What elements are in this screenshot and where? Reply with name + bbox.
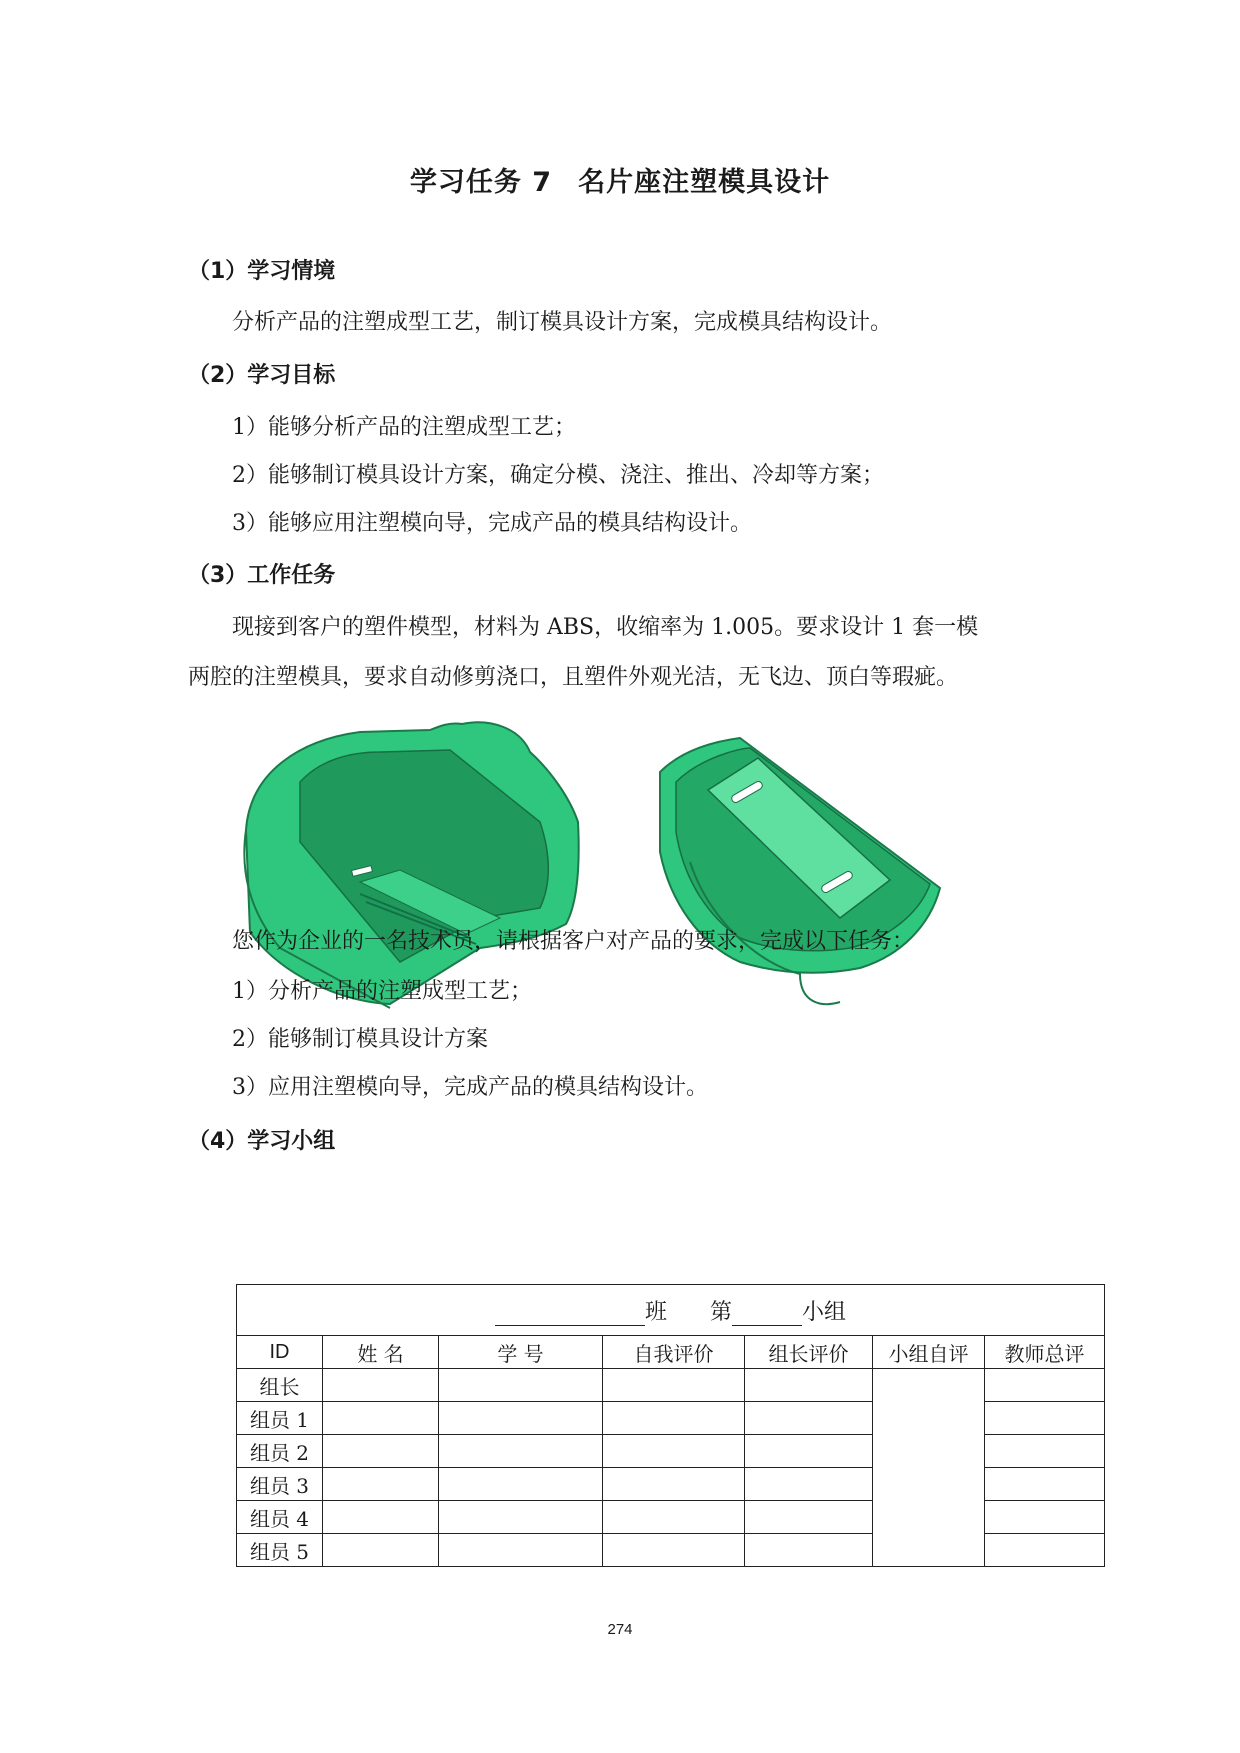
student-id-cell[interactable] (439, 1534, 603, 1567)
task-text-line: 两腔的注塑模具，要求自动修剪浇口，且塑件外观光洁，无飞边、顶白等瑕疵。 (188, 665, 959, 690)
name-cell[interactable] (323, 1369, 439, 1402)
card-holder-model-right (660, 738, 940, 1004)
self-eval-cell[interactable] (603, 1534, 745, 1567)
leader-eval-cell[interactable] (745, 1534, 873, 1567)
card-holder-model-left (244, 722, 578, 1008)
leader-eval-cell[interactable] (745, 1501, 873, 1534)
section-1-text: 分析产品的注塑成型工艺，制订模具设计方案，完成模具结构设计。 (232, 310, 893, 335)
member-label: 组员 5 (237, 1534, 323, 1567)
teacher-eval-cell[interactable] (985, 1501, 1105, 1534)
student-id-cell[interactable] (439, 1402, 603, 1435)
teacher-eval-cell[interactable] (985, 1369, 1105, 1402)
task-item: 2）能够制订模具设计方案 (232, 1027, 488, 1052)
task-text-line: 现接到客户的塑件模型，材料为 ABS，收缩率为 1.005。要求设计 1 套一模 (232, 615, 979, 640)
member-label: 组员 3 (237, 1468, 323, 1501)
member-label: 组员 2 (237, 1435, 323, 1468)
leader-eval-cell[interactable] (745, 1402, 873, 1435)
table-header: 自我评价 (603, 1336, 745, 1369)
section-2-heading: （2）学习目标 (188, 363, 336, 388)
teacher-eval-cell[interactable] (985, 1468, 1105, 1501)
leader-eval-cell[interactable] (745, 1435, 873, 1468)
goal-item: 3）能够应用注塑模向导，完成产品的模具结构设计。 (232, 511, 752, 536)
study-group-table (236, 1284, 1105, 1567)
table-header: 姓 名 (323, 1336, 439, 1369)
page-title: 学习任务 7 名片座注塑模具设计 (409, 167, 831, 198)
page-number: 274 (607, 1621, 633, 1638)
section-1-heading: （1）学习情境 (188, 259, 336, 284)
leader-eval-cell[interactable] (745, 1468, 873, 1501)
member-label: 组员 1 (237, 1402, 323, 1435)
name-cell[interactable] (323, 1402, 439, 1435)
table-caption: 班 第 小组 (237, 1285, 1105, 1336)
product-model-figure (240, 712, 1000, 1012)
task-item: 1）分析产品的注塑成型工艺； (232, 979, 532, 1004)
member-label: 组员 4 (237, 1501, 323, 1534)
task-intro: 您作为企业的一名技术员，请根据客户对产品的要求，完成以下任务： (232, 929, 915, 954)
member-label: 组长 (237, 1369, 323, 1402)
table-header: 组长评价 (745, 1336, 873, 1369)
goal-item: 1）能够分析产品的注塑成型工艺； (232, 415, 576, 440)
class-blank (495, 1301, 645, 1326)
student-id-cell[interactable] (439, 1369, 603, 1402)
table-header: 教师总评 (985, 1336, 1105, 1369)
self-eval-cell[interactable] (603, 1435, 745, 1468)
table-header: 小组自评 (873, 1336, 985, 1369)
task-item: 3）应用注塑模向导，完成产品的模具结构设计。 (232, 1075, 708, 1100)
name-cell[interactable] (323, 1468, 439, 1501)
table-header: ID (237, 1336, 323, 1369)
goal-item: 2）能够制订模具设计方案，确定分模、浇注、推出、冷却等方案； (232, 463, 884, 488)
name-cell[interactable] (323, 1534, 439, 1567)
student-id-cell[interactable] (439, 1468, 603, 1501)
name-cell[interactable] (323, 1501, 439, 1534)
teacher-eval-cell[interactable] (985, 1402, 1105, 1435)
self-eval-cell[interactable] (603, 1369, 745, 1402)
self-eval-cell[interactable] (603, 1501, 745, 1534)
student-id-cell[interactable] (439, 1501, 603, 1534)
group-number-blank (732, 1301, 802, 1326)
name-cell[interactable] (323, 1435, 439, 1468)
section-3-heading: （3）工作任务 (188, 563, 336, 588)
table-row (237, 1369, 1105, 1402)
leader-eval-cell[interactable] (745, 1369, 873, 1402)
self-eval-cell[interactable] (603, 1402, 745, 1435)
group-self-eval-cell[interactable] (873, 1369, 985, 1567)
self-eval-cell[interactable] (603, 1468, 745, 1501)
student-id-cell[interactable] (439, 1435, 603, 1468)
teacher-eval-cell[interactable] (985, 1435, 1105, 1468)
section-4-heading: （4）学习小组 (188, 1129, 336, 1154)
teacher-eval-cell[interactable] (985, 1534, 1105, 1567)
table-header: 学 号 (439, 1336, 603, 1369)
